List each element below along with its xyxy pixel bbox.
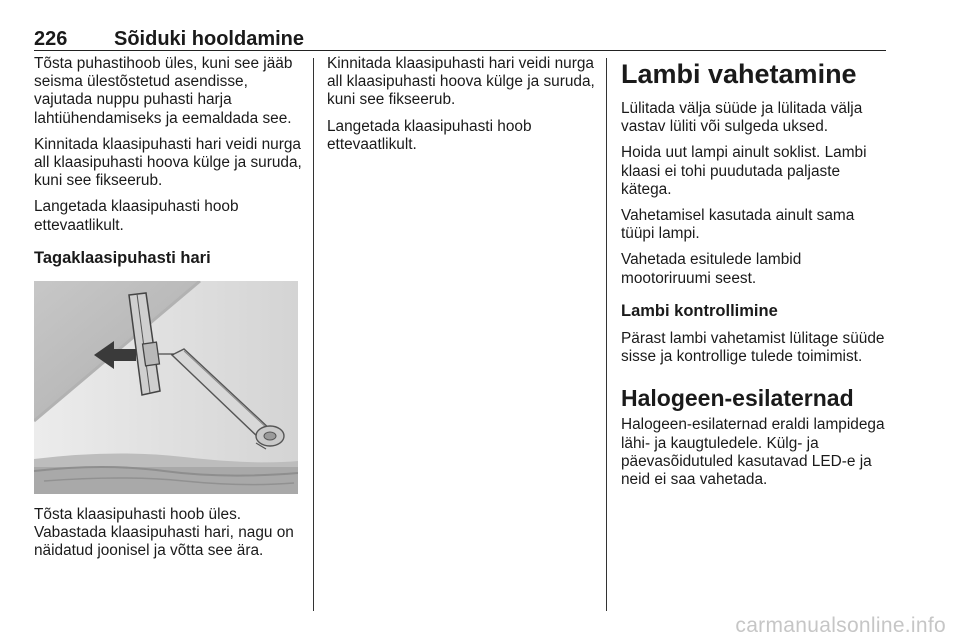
column-middle bbox=[327, 55, 595, 162]
rear-wiper-illustration bbox=[34, 281, 298, 494]
page-title: Sõiduki hooldamine bbox=[114, 28, 305, 50]
paragraph: Vahetada esitulede lambid mootoriruumi seest. bbox=[621, 251, 802, 287]
figure-caption: Tõsta klaasipuhasti hoob üles. Vabastada klaasipuhasti hari, nagu on näidatud joonisel ja võtta see ära. bbox=[34, 506, 294, 560]
paragraph: Kinnitada klaasipuhasti hari veidi nurga all klaasipuhasti hoova külge ja suruda, kuni see fikseerub. bbox=[327, 55, 595, 109]
column-left bbox=[34, 55, 302, 569]
section-title: Halogeen-esilaternad bbox=[621, 385, 854, 412]
paragraph: Langetada klaasipuhasti hoob ettevaatlikult. bbox=[327, 117, 532, 153]
paragraph: Vahetamisel kasutada ainult sama tüüpi lampi. bbox=[621, 207, 855, 243]
paragraph: Hoida uut lampi ainult soklist. Lambi klaasi ei tohi puudutada paljaste kätega. bbox=[621, 144, 867, 198]
page-number: 226 bbox=[34, 28, 68, 50]
paragraph: Tõsta puhastihoob üles, kuni see jääb seisma ülestõstetud asendisse, vajutada nuppu puhasti harja lahtiühendamiseks ja eemaldada see. bbox=[34, 55, 293, 127]
paragraph: Halogeen-esilaternad eraldi lampidega lähi- ja kaugtuledele. Külg- ja päevasõidutuled kasutavad LED-e ja neid ei saa vahetada. bbox=[621, 416, 885, 489]
paragraph: Pärast lambi vahetamist lülitage süüde sisse ja kontrollige tulede toimimist. bbox=[621, 330, 885, 366]
page-header bbox=[34, 26, 886, 51]
column-divider bbox=[606, 58, 607, 611]
section-heading: Tagaklaasipuhasti hari bbox=[34, 248, 211, 267]
section-title: Lambi vahetamine bbox=[621, 59, 857, 89]
paragraph: Langetada klaasipuhasti hoob ettevaatlikult. bbox=[34, 198, 239, 234]
paragraph: Kinnitada klaasipuhasti hari veidi nurga all klaasipuhasti hoova külge ja suruda, kuni see fikseerub. bbox=[34, 135, 302, 190]
column-right bbox=[621, 58, 889, 497]
watermark: carmanualsonline.info bbox=[735, 614, 946, 637]
column-divider bbox=[313, 58, 314, 611]
section-heading: Lambi kontrollimine bbox=[621, 301, 778, 320]
paragraph: Lülitada välja süüde ja lülitada välja vastav lüliti või sulgeda uksed. bbox=[621, 100, 863, 136]
